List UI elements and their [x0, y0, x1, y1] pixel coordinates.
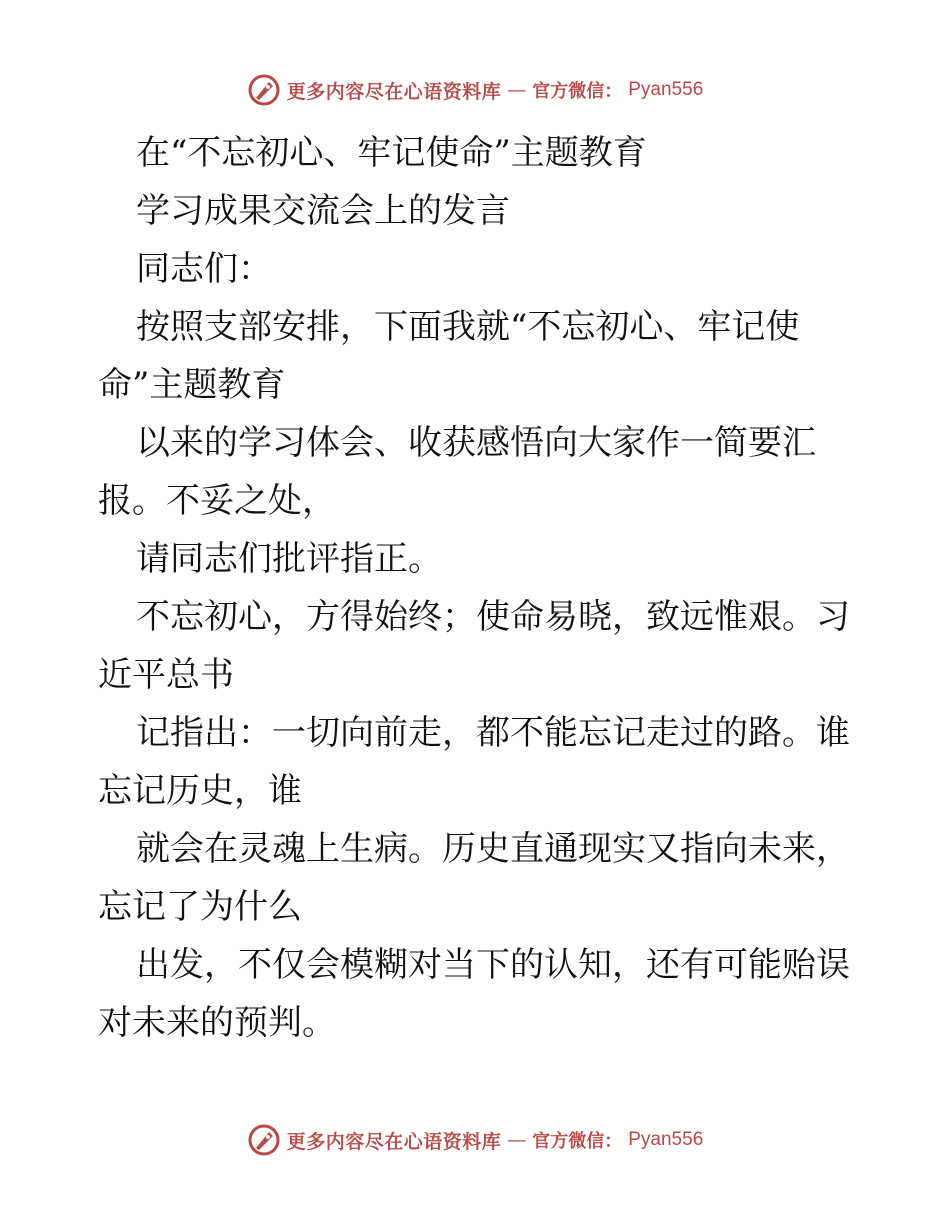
banner-dash: —	[507, 79, 527, 101]
paragraph: 不忘初心，方得始终；使命易晓，致远惟艰。习 近平总书	[98, 597, 850, 695]
footer-watermark-banner	[0, 1120, 950, 1160]
document-body	[98, 124, 858, 1052]
pen-nib-circle-icon	[247, 1123, 281, 1157]
paragraph: 记指出：一切向前走，都不能忘记走过的路。谁 忘记历史，谁	[98, 713, 850, 811]
pen-nib-circle-icon	[247, 73, 281, 107]
doc-title-line-2: 学习成果交流会上的发言	[136, 191, 510, 231]
banner-dash: —	[507, 1129, 527, 1151]
paragraph: 按照支部安排，下面我就“不忘初心、牢记使 命”主题教育	[98, 307, 800, 405]
salutation: 同志们：	[136, 249, 272, 289]
header-watermark-banner	[0, 70, 950, 110]
doc-title-line-1: 在“不忘初心、牢记使命”主题教育	[136, 133, 647, 173]
banner-wechat-id: Pyan556	[628, 1129, 704, 1150]
banner-wechat-label: 官方微信：	[532, 1131, 623, 1152]
banner-wechat-id: Pyan556	[628, 79, 704, 100]
paragraph: 请同志们批评指正。	[136, 539, 442, 579]
paragraph: 以来的学习体会、收获感悟向大家作一简要汇 报。不妥之处，	[98, 423, 816, 521]
paragraph: 出发，不仅会模糊对当下的认知，还有可能贻误 对未来的预判。	[98, 945, 850, 1043]
banner-text: 更多内容尽在心语资料库	[286, 1130, 502, 1153]
banner-text: 更多内容尽在心语资料库	[286, 80, 502, 103]
banner-wechat-label: 官方微信：	[532, 81, 623, 102]
paragraph: 就会在灵魂上生病。历史直通现实又指向未来， 忘记了为什么	[98, 829, 850, 927]
